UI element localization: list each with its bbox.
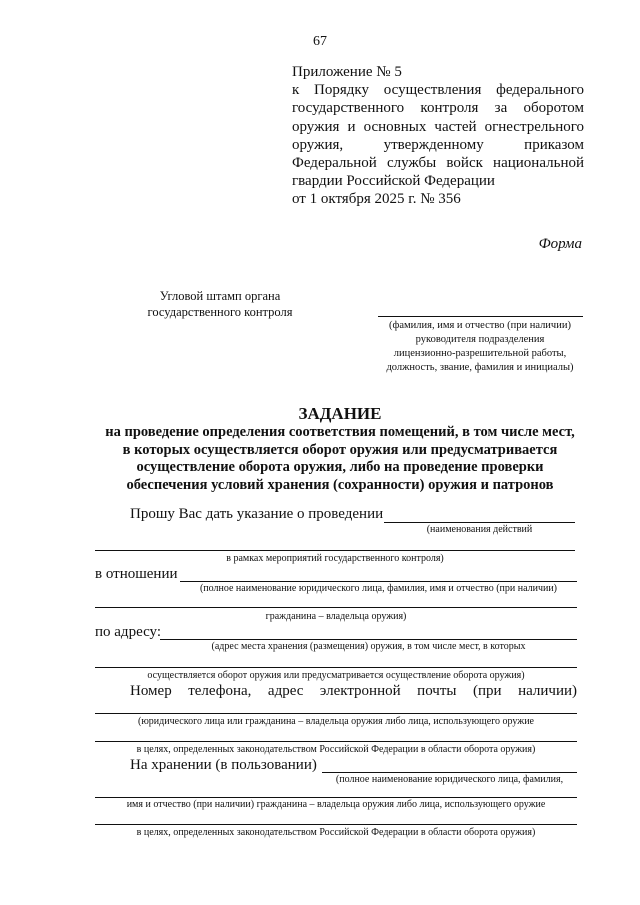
entity-field-cont[interactable] bbox=[95, 607, 577, 608]
storage-field-cont2[interactable] bbox=[95, 824, 577, 825]
phone-text: Номер телефона, адрес электронной почты (при наличии) bbox=[130, 683, 577, 699]
phone-field-cont[interactable] bbox=[95, 741, 577, 742]
appendix-line: Федеральной службы войск национальной bbox=[292, 155, 584, 172]
appendix-line: Приложение № 5 bbox=[292, 64, 402, 80]
subtitle-line: на проведение определения соответствия помещений, в том числе мест, bbox=[105, 424, 575, 440]
storage-field[interactable] bbox=[322, 772, 577, 773]
entity-field[interactable] bbox=[180, 581, 577, 582]
appendix-line: от 1 октября 2025 г. № 356 bbox=[292, 191, 461, 208]
caption-actions-cont: в рамках мероприятий государственного контроля) bbox=[226, 553, 444, 564]
document-subtitle bbox=[80, 424, 600, 494]
appendix-line: оружия и основных частей огнестрельного bbox=[292, 118, 584, 135]
appendix-line: к Порядку осуществления федерального bbox=[292, 82, 584, 99]
recipient-caption-line: (фамилия, имя и отчество (при наличии) bbox=[389, 320, 571, 331]
actions-field[interactable] bbox=[384, 522, 575, 523]
recipient-caption-line: лицензионно-разрешительной работы, bbox=[393, 348, 567, 359]
recipient-caption-line: руководителя подразделения bbox=[415, 334, 545, 345]
storage-text: На хранении (в пользовании) bbox=[130, 757, 317, 773]
request-text: Прошу Вас дать указание о проведении bbox=[130, 506, 384, 522]
stamp-line: Угловой штамп органа bbox=[159, 289, 281, 303]
appendix-block bbox=[292, 63, 584, 209]
appendix-line: государственного контроля за оборотом bbox=[292, 100, 584, 117]
address-field-cont[interactable] bbox=[95, 667, 577, 668]
actions-field-cont[interactable] bbox=[95, 550, 575, 551]
stamp-line: государственного контроля bbox=[147, 305, 293, 319]
subtitle-line: обеспечения условий хранения (сохранности) оружия и патронов bbox=[126, 476, 554, 493]
address-text: по адресу: bbox=[95, 624, 162, 640]
form-label: Форма bbox=[538, 236, 582, 252]
caption-phone: (юридического лица или гражданина – владельца оружия либо лица, использующего оружие bbox=[138, 716, 534, 727]
recipient-caption-line: должность, звание, фамилия и инициалы) bbox=[386, 362, 574, 373]
caption-address: (адрес места хранения (размещения) оружия, в том числе мест, в которых bbox=[211, 641, 526, 652]
caption-storage-cont2: в целях, определенных законодательством Российской Федерации в области оборота оружия) bbox=[136, 827, 536, 838]
appendix-line: оружия, утвержденному приказом bbox=[292, 136, 584, 153]
recipient-line bbox=[378, 316, 583, 317]
regarding-text: в отношении bbox=[95, 566, 178, 582]
corner-stamp bbox=[120, 288, 320, 320]
subtitle-line: в которых осуществляется оборот оружия или предусматривается bbox=[122, 441, 558, 458]
appendix-line: гвардии Российской Федерации bbox=[292, 173, 495, 190]
caption-address-cont: осуществляется оборот оружия или предусматривается осуществление оборота оружия) bbox=[147, 670, 525, 681]
page-number: 67 bbox=[313, 34, 327, 49]
subtitle-line: осуществление оборота оружия, либо на проведение проверки bbox=[136, 459, 544, 476]
phone-field[interactable] bbox=[95, 713, 577, 714]
caption-actions: (наименования действий bbox=[426, 524, 533, 535]
caption-citizen: гражданина – владельца оружия) bbox=[265, 611, 407, 622]
caption-storage: (полное наименование юридического лица, фамилия, bbox=[335, 774, 564, 785]
caption-storage-cont: имя и отчество (при наличии) гражданина – владельца оружия либо лица, использующего оружие bbox=[126, 799, 546, 810]
storage-field-cont[interactable] bbox=[95, 797, 577, 798]
recipient-caption bbox=[362, 319, 598, 375]
document-title: ЗАДАНИЕ bbox=[298, 404, 382, 423]
caption-entity: (полное наименование юридического лица, фамилия, имя и отчество (при наличии) bbox=[199, 583, 558, 594]
address-field[interactable] bbox=[160, 639, 577, 640]
caption-phone-cont: в целях, определенных законодательством Российской Федерации в области оборота оружия) bbox=[136, 744, 536, 755]
